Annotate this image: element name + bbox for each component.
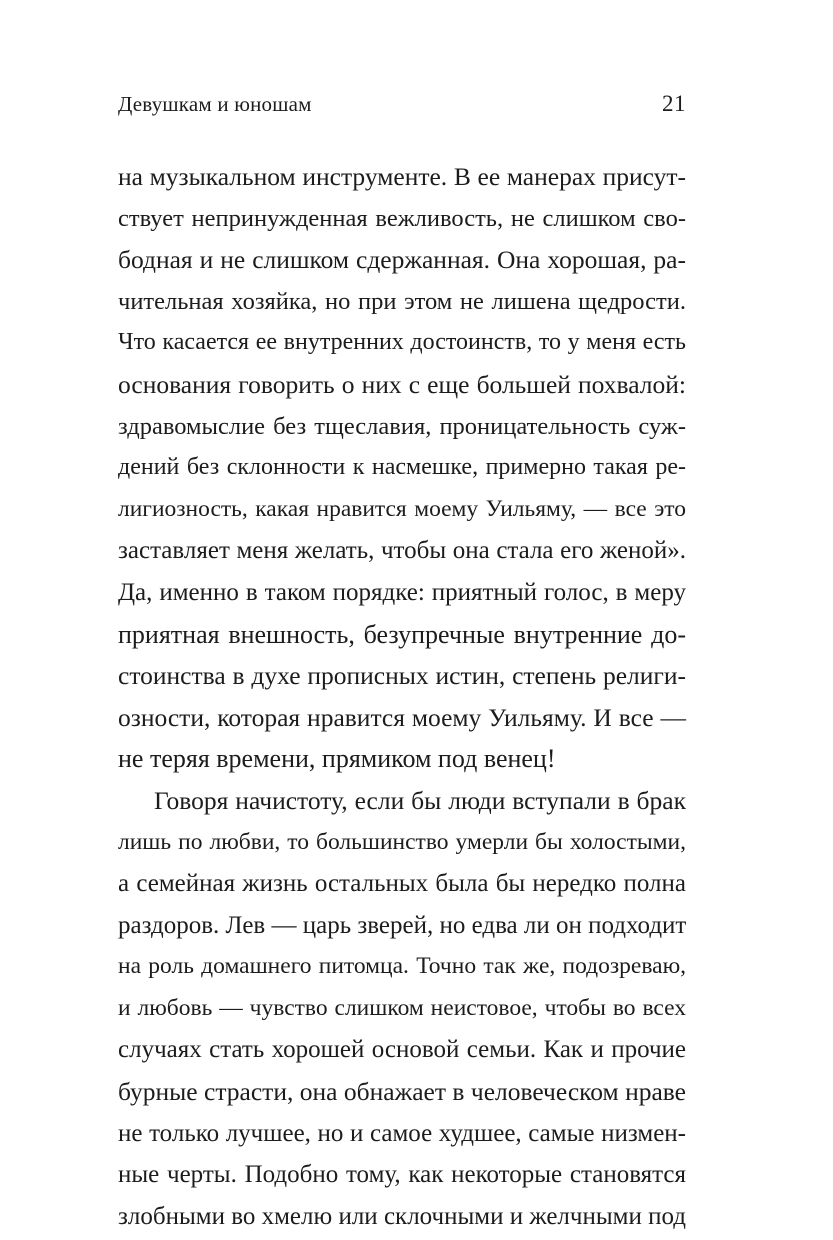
text-line: лишь по любви, то большинство умерли бы холостыми, — [118, 828, 686, 855]
text-line: на музыкальном инструменте. В ее манерах присут- — [118, 162, 686, 191]
text-line: ные черты. Подобно тому, как некоторые становятся — [118, 1161, 686, 1189]
text-line: и любовь — чувство слишком неистовое, чтобы во всех — [118, 994, 686, 1021]
text-line: Да, именно в таком порядке: приятный голос, в меру — [118, 578, 686, 606]
text-line: дений без склонности к насмешке, примерно такая ре- — [118, 454, 686, 481]
page-number: 21 — [662, 91, 686, 116]
text-line: случаях стать хорошей основой семьи. Как и прочие — [118, 1036, 686, 1064]
text-line: стоинства в духе прописных истин, степень религи- — [118, 661, 686, 691]
text-line: раздоров. Лев — царь зверей, но едва ли он подходит — [118, 911, 687, 939]
body-text — [118, 156, 686, 1237]
text-line: не только лучшее, но и самое худшее, самые низмен- — [118, 1119, 686, 1147]
text-line: а семейная жизнь остальных была бы нередко полна — [118, 870, 686, 898]
text-line: заставляет меня желать, чтобы она стала его женой». — [118, 537, 686, 565]
running-head — [118, 89, 686, 119]
text-line: лигиозность, какая нравится моему Уильяму, — все это — [118, 495, 686, 522]
text-line: приятная внешность, безупречные внутренние до- — [118, 619, 686, 649]
text-line: основания говорить о них с еще большей похвалой: — [118, 369, 686, 399]
text-line: Говоря начистоту, если бы люди вступали в брак — [154, 785, 686, 815]
text-line: здравомыслие без тщеславия, проницательность суж- — [118, 412, 686, 440]
text-line: чительная хозяйка, но при этом не лишена щедрости. — [118, 287, 686, 315]
text-line: Что касается ее внутренних достоинств, то у меня есть — [118, 329, 686, 356]
text-line: озности, которая нравится моему Уильяму. И все — — [118, 702, 686, 732]
text-line: не теряя времени, прямиком под венец! — [118, 744, 556, 774]
text-line: бодная и не слишком сдержанная. Она хорошая, ра- — [118, 245, 686, 275]
running-title: Девушкам и юношам — [118, 92, 312, 116]
text-line: на роль домашнего питомца. Точно так же, подозреваю, — [118, 953, 686, 980]
text-line: злобными во хмелю или склочными и желчными под — [118, 1202, 686, 1230]
text-line: бурные страсти, она обнажает в человеческом нраве — [118, 1077, 686, 1107]
text-line: ствует непринужденная вежливость, не слишком сво- — [118, 204, 686, 232]
